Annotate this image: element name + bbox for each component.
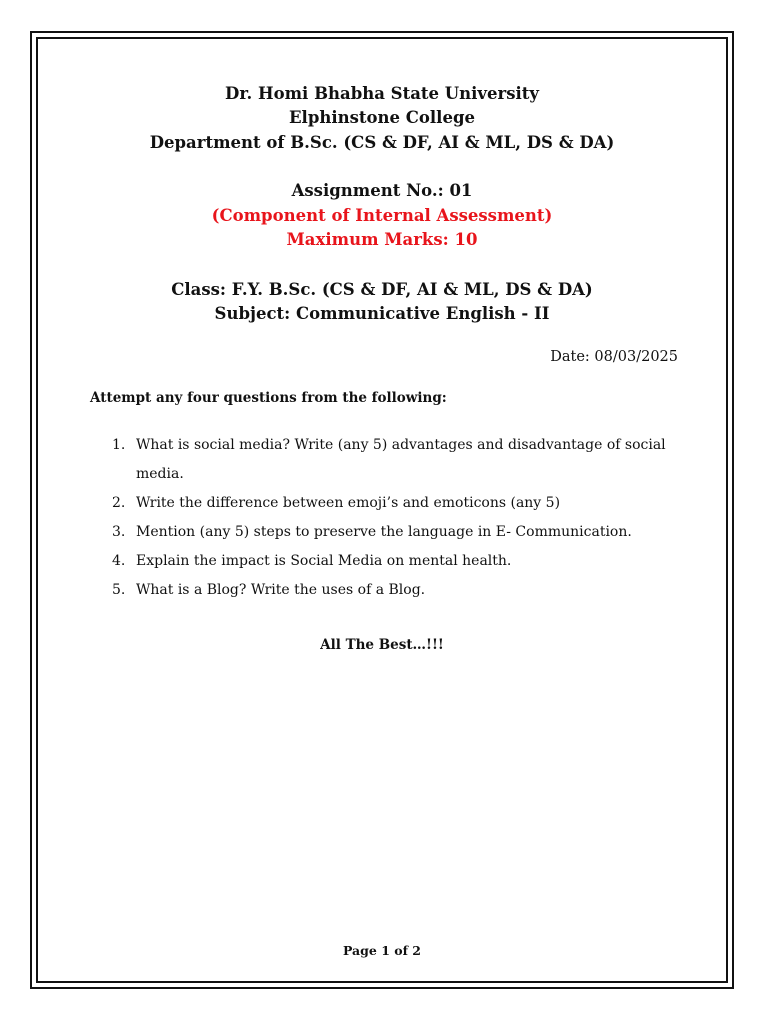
- question-item-3: [104, 518, 684, 547]
- question-number: 4.: [112, 553, 126, 569]
- subject-line: Subject: Communicative English - II: [214, 304, 550, 323]
- assignment-number: Assignment No.: 01: [291, 181, 473, 200]
- question-item-1: [104, 431, 684, 489]
- class-line: Class: F.Y. B.Sc. (CS & DF, AI & ML, DS & DA): [171, 280, 593, 299]
- question-text: Write the difference between emoji’s and emoticons (any 5): [136, 495, 561, 511]
- college-name: Elphinstone College: [288, 108, 475, 127]
- university-name: Dr. Homi Bhabha State University: [225, 84, 539, 103]
- question-number: 3.: [112, 524, 126, 540]
- component-note: (Component of Internal Assessment): [211, 206, 553, 225]
- closing-message: All The Best…!!!: [320, 637, 444, 653]
- question-number: 5.: [112, 582, 126, 598]
- question-text: Explain the impact is Social Media on mental health.: [136, 553, 512, 569]
- question-list: [104, 431, 684, 605]
- instruction-text: Attempt any four questions from the following:: [90, 390, 447, 406]
- maximum-marks: Maximum Marks: 10: [286, 230, 478, 249]
- question-item-5: [104, 576, 684, 605]
- question-text: Mention (any 5) steps to preserve the language in E- Communication.: [136, 524, 632, 540]
- question-number: 2.: [112, 495, 126, 511]
- question-item-4: [104, 547, 684, 576]
- question-text: What is a Blog? Write the uses of a Blog.: [136, 582, 426, 598]
- page-number: Page 1 of 2: [342, 943, 422, 958]
- question-number: 1.: [112, 437, 126, 453]
- assignment-date: Date: 08/03/2025: [550, 349, 678, 365]
- question-text: What is social media? Write (any 5) advantages and disadvantage of social media.: [136, 437, 666, 482]
- question-item-2: [104, 489, 684, 518]
- department-name: Department of B.Sc. (CS & DF, AI & ML, DS & DA): [149, 133, 615, 152]
